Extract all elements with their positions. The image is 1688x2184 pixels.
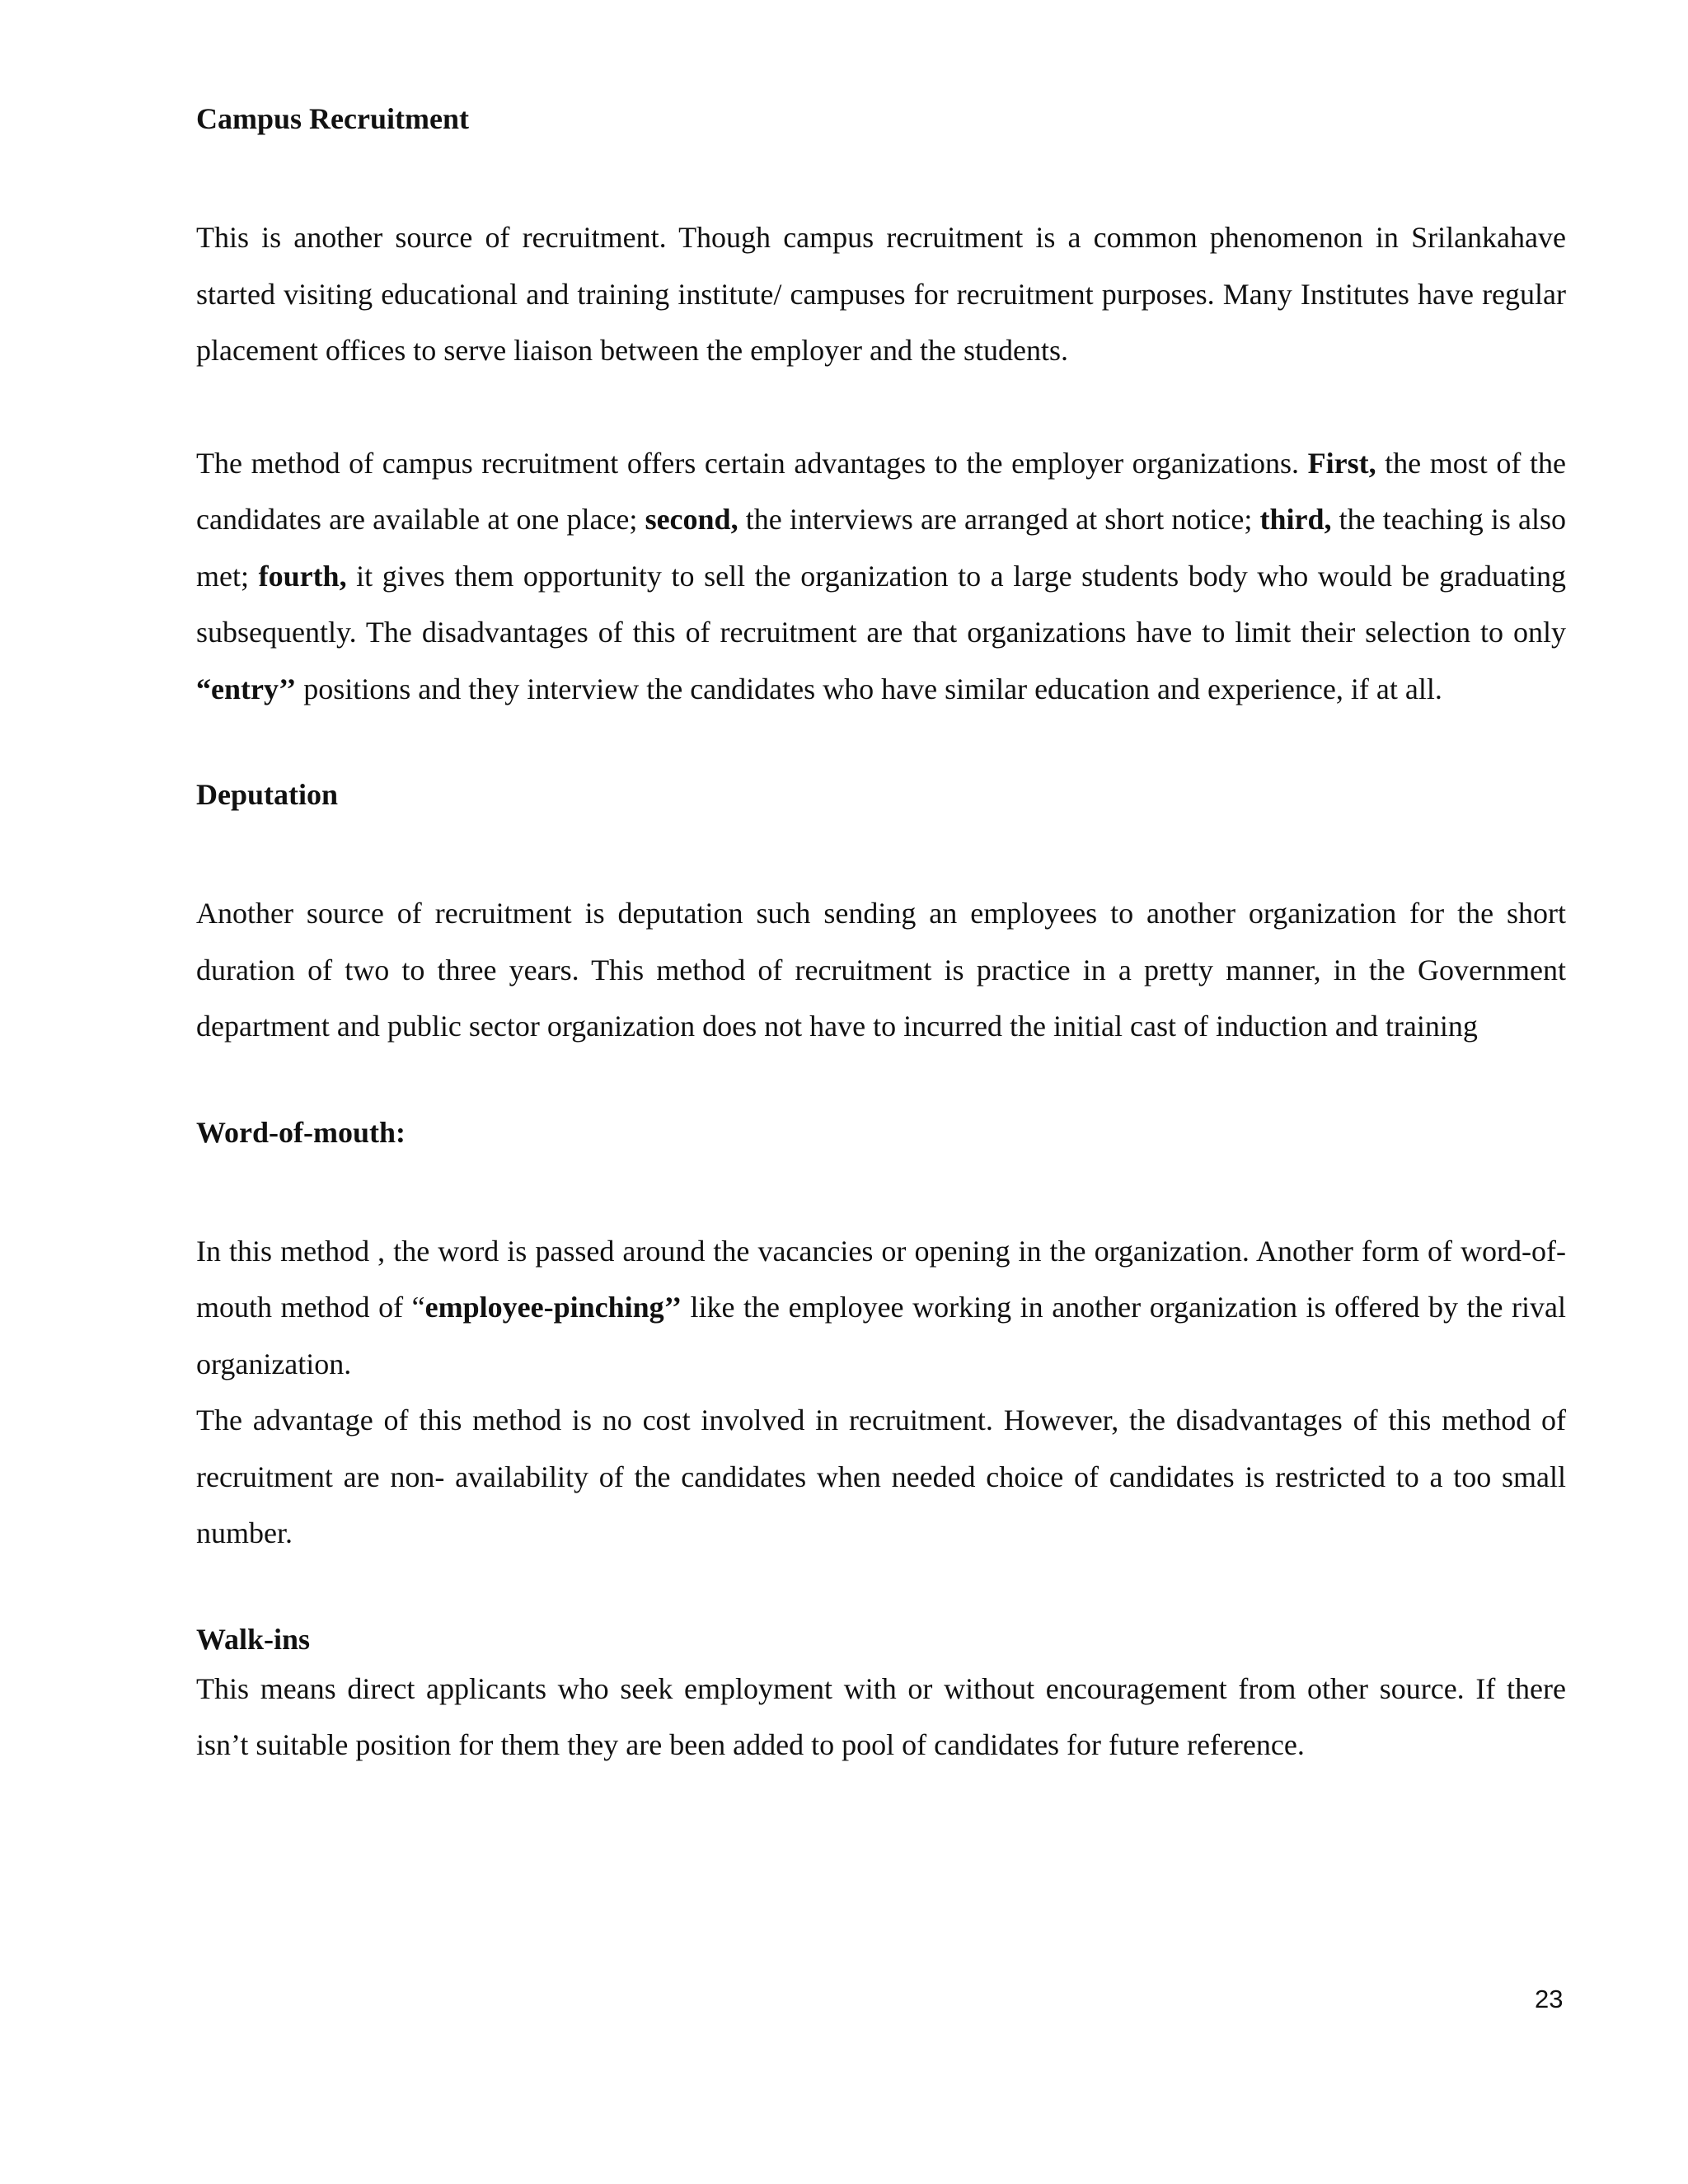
paragraph-word-of-mouth-advantage: The advantage of this method is no cost involved in recruitment. However, the disadvantages of this method of recruitment are non- availability of the candidates when needed choice of candidates is restricted to a too small number. (196, 1404, 1566, 1549)
text-run: like the employee working in another organization is offered by the rival organization. (196, 1291, 1567, 1380)
document-page (196, 97, 1566, 1774)
bold-entry: “entry’’ (196, 672, 297, 705)
bold-employee-pinching: employee-pinching’’ (424, 1291, 682, 1324)
bold-third: third, (1259, 503, 1332, 536)
heading-deputation: Deputation (196, 778, 339, 811)
bold-second: second, (645, 503, 738, 536)
bold-fourth: fourth, (258, 559, 347, 593)
bold-first: First, (1307, 446, 1376, 480)
text-run: the interviews are arranged at short notice; (738, 503, 1260, 536)
paragraph-walk-ins: This means direct applicants who seek employment with or without encouragement from other source. If there isn’t suitable position for them they are been added to pool of candidates for future reference. (196, 1671, 1566, 1761)
text-run: The method of campus recruitment offers certain advantages to the employer organizations. (196, 446, 1308, 480)
heading-campus-recruitment: Campus Recruitment (196, 102, 469, 135)
paragraph-campus-intro: This is another source of recruitment. Though campus recruitment is a common phenomenon in Srilankahave started visiting educational and training institute/ campuses for recruitment purposes. Many Institutes have regular placement offices to serve liaison between the employer and the students. (196, 221, 1566, 367)
text-run: In this method , the word is passed around the vacancies or opening in the organization. Another form of word-of-mouth method of “ (196, 1234, 1566, 1324)
paragraph-deputation: Another source of recruitment is deputation such sending an employees to another organization for the short duration of two to three years. This method of recruitment is practice in a pretty manner, in the Government department and public sector organization does not have to incurred the initial cast of induction and training (196, 897, 1566, 1043)
text-run: it gives them opportunity to sell the organization to a large students body who would be graduating subsequently. The disadvantages of this of recruitment are that organizations have to limit their selection to only (196, 559, 1566, 649)
text-run: the most of the candidates are available at one place; (196, 446, 1566, 536)
page-number: 23 (1535, 1985, 1564, 2013)
paragraph-campus-advantages (196, 435, 1566, 718)
heading-word-of-mouth: Word-of-mouth: (196, 1115, 406, 1149)
paragraph-word-of-mouth-method (196, 1223, 1566, 1393)
heading-walk-ins: Walk-ins (196, 1622, 311, 1656)
text-run: the teaching is also met; (196, 503, 1566, 593)
text-run: positions and they interview the candidates who have similar education and experience, if at all. (296, 672, 1442, 705)
